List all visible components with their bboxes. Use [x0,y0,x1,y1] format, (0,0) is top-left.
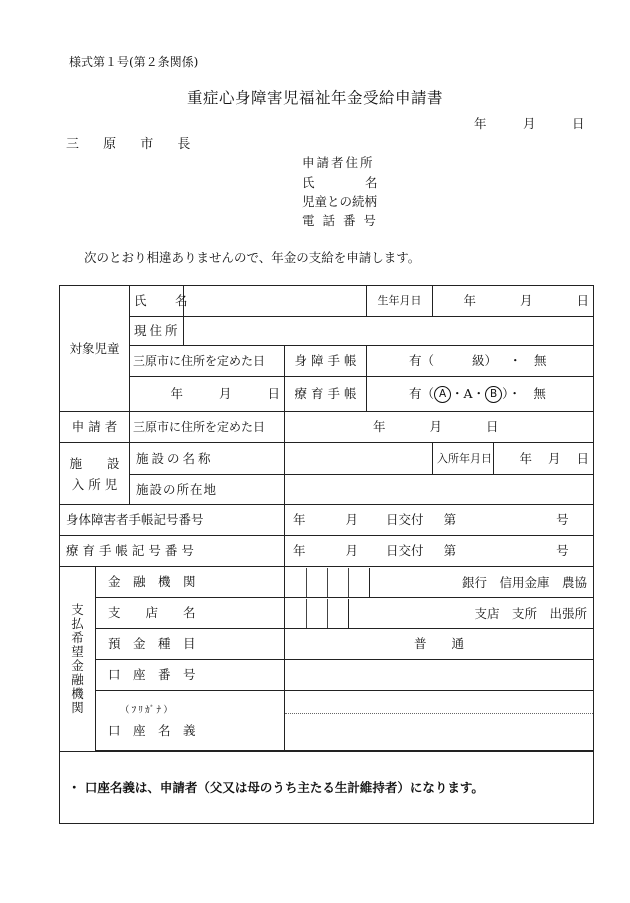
relationship-label: 児童との続柄 [302,194,378,209]
account-name-kanji-field[interactable] [285,714,593,750]
branch-types: 支店 支所 出張所 [474,605,588,621]
account-number-field[interactable] [285,660,594,691]
ryoiku-issue-year: 年 [293,543,306,558]
bank-section-label [60,567,96,752]
child-moved-date-field[interactable] [130,377,285,412]
applicant-moved-label: 三原市に住所を定めた日 [130,412,285,443]
ryoiku-b-circled[interactable]: B [485,386,502,403]
child-name-field[interactable] [184,286,367,317]
moved-month-unit: 月 [218,386,232,401]
account-note: ・ 口座名義は、申請者（父又は母のうち主たる生計維持者）になります。 [60,752,594,824]
bank-section-char: 希 [71,630,84,645]
moved-day-unit: 日 [267,386,281,401]
bank-section-char: 金 [71,658,84,673]
application-table [59,285,594,824]
bank-name-field[interactable] [285,567,594,598]
bank-section-char: 関 [71,700,84,715]
admission-month-unit: 月 [548,450,561,466]
recipient-mayor: 三 原 市 長 [66,137,201,152]
bank-code-box-4[interactable] [349,568,370,597]
admission-day-unit: 日 [576,450,590,466]
ryoiku-no-prefix: 第 [443,543,457,558]
physical-issue-month: 月 [345,512,359,527]
bank-types: 銀行 信用金庫 農協 [462,574,588,590]
bank-section-char: 望 [71,644,84,659]
branch-name-field[interactable] [285,598,594,629]
bank-section-char: 融 [71,672,84,687]
birth-date-label: 生年月日 [367,286,433,317]
date-month: 月 [523,116,536,131]
applicant-year-unit: 年 [373,419,386,434]
physical-no-suffix: 号 [556,512,569,527]
branch-code-box-3[interactable] [328,599,349,628]
applicant-name-label-a: 氏 [302,175,315,190]
ryoiku-a-circled[interactable]: A [434,386,451,403]
form-title: 重症心身障害児福祉年金受給申請書 [186,89,443,107]
physical-cert-field[interactable] [367,346,594,377]
branch-code-box-2[interactable] [307,599,328,628]
bank-code-box-2[interactable] [307,568,328,597]
bank-name-label: 金 融 機 関 [96,567,285,598]
phone-label: 電 話 番 号 [302,213,378,228]
physical-cert-grade: 級） [472,353,498,368]
ryoiku-cert-field[interactable] [367,377,594,412]
bank-section-char: 払 [71,616,84,631]
child-address-label: 現住所 [130,317,184,346]
bank-section-char: 支 [71,602,84,617]
account-name-text: 口 座 名 義 [108,722,196,738]
admission-year-unit: 年 [519,450,532,466]
child-section-label: 対象児童 [60,286,130,412]
facility-name-field[interactable] [285,443,433,475]
account-name-field[interactable] [285,691,594,751]
physical-number-label: 身体障害者手帳記号番号 [60,505,285,536]
intro-text: 次のとおり相違ありませんので、年金の支給を申請します。 [84,250,421,265]
child-moved-label: 三原市に住所を定めた日 [130,346,285,377]
facility-address-field[interactable] [285,475,594,505]
admission-date-field[interactable] [494,443,594,475]
child-address-field[interactable] [184,317,594,346]
physical-cert-label: 身 障 手 帳 [285,346,367,377]
branch-code-box-1[interactable] [285,599,307,628]
facility-name-label: 施設の名称 [130,443,285,475]
facility-section-label-a: 施 設 [69,455,120,471]
account-name-label [96,691,285,751]
bank-section-char: 機 [71,686,84,701]
applicant-name-label-b: 名 [365,175,378,190]
physical-cert-none: ・ 無 [508,353,547,368]
physical-number-field[interactable] [285,505,594,536]
facility-section-label-b: 入 所 児 [71,476,118,492]
account-number-label: 口 座 番 号 [96,660,285,691]
ryoiku-issue-month: 月 [345,543,359,558]
ryoiku-issued: 日交付 [386,543,424,558]
physical-issue-year: 年 [293,512,306,527]
ryoiku-none[interactable]: ）・ 無 [502,385,546,401]
furigana-label: （ﾌﾘｶﾞﾅ） [120,704,175,716]
birth-year-unit: 年 [463,293,476,308]
physical-cert-has: 有（ [409,353,435,368]
bank-code-box-1[interactable] [285,568,307,597]
applicant-month-unit: 月 [429,419,443,434]
applicant-moved-date-field[interactable] [285,412,594,443]
ryoiku-no-suffix: 号 [556,543,569,558]
ryoiku-cert-label: 療 育 手 帳 [285,377,367,412]
applicant-section-label: 申 請 者 [60,412,130,443]
facility-section-label [60,443,130,505]
child-name-label: 氏 名 [130,286,184,317]
date-day: 日 [572,116,585,131]
bank-code-box-3[interactable] [328,568,349,597]
moved-year-unit: 年 [170,386,183,401]
branch-name-label: 支 店 名 [96,598,285,629]
ryoiku-a-plain[interactable]: ・A・ [451,385,486,401]
ryoiku-number-field[interactable] [285,536,594,567]
ryoiku-has: 有（ [409,385,435,401]
applicant-address-label: 申請者住所 [302,155,375,170]
deposit-type-label: 預 金 種 目 [96,629,285,660]
account-name-furigana-field[interactable] [285,691,593,714]
ryoiku-number-label: 療 育 手 帳 記 号 番 号 [60,536,285,567]
physical-no-prefix: 第 [443,512,457,527]
deposit-type-value[interactable]: 普 通 [285,629,594,660]
physical-issued: 日交付 [386,512,424,527]
applicant-day-unit: 日 [486,419,499,434]
date-year: 年 [474,116,487,131]
admission-date-label: 入所年月日 [433,443,494,475]
form-number: 様式第１号(第２条関係) [69,55,199,69]
birth-month-unit: 月 [520,293,533,308]
birth-day-unit: 日 [576,293,590,308]
birth-date-field[interactable] [433,286,594,317]
facility-address-label: 施設の所在地 [130,475,285,505]
